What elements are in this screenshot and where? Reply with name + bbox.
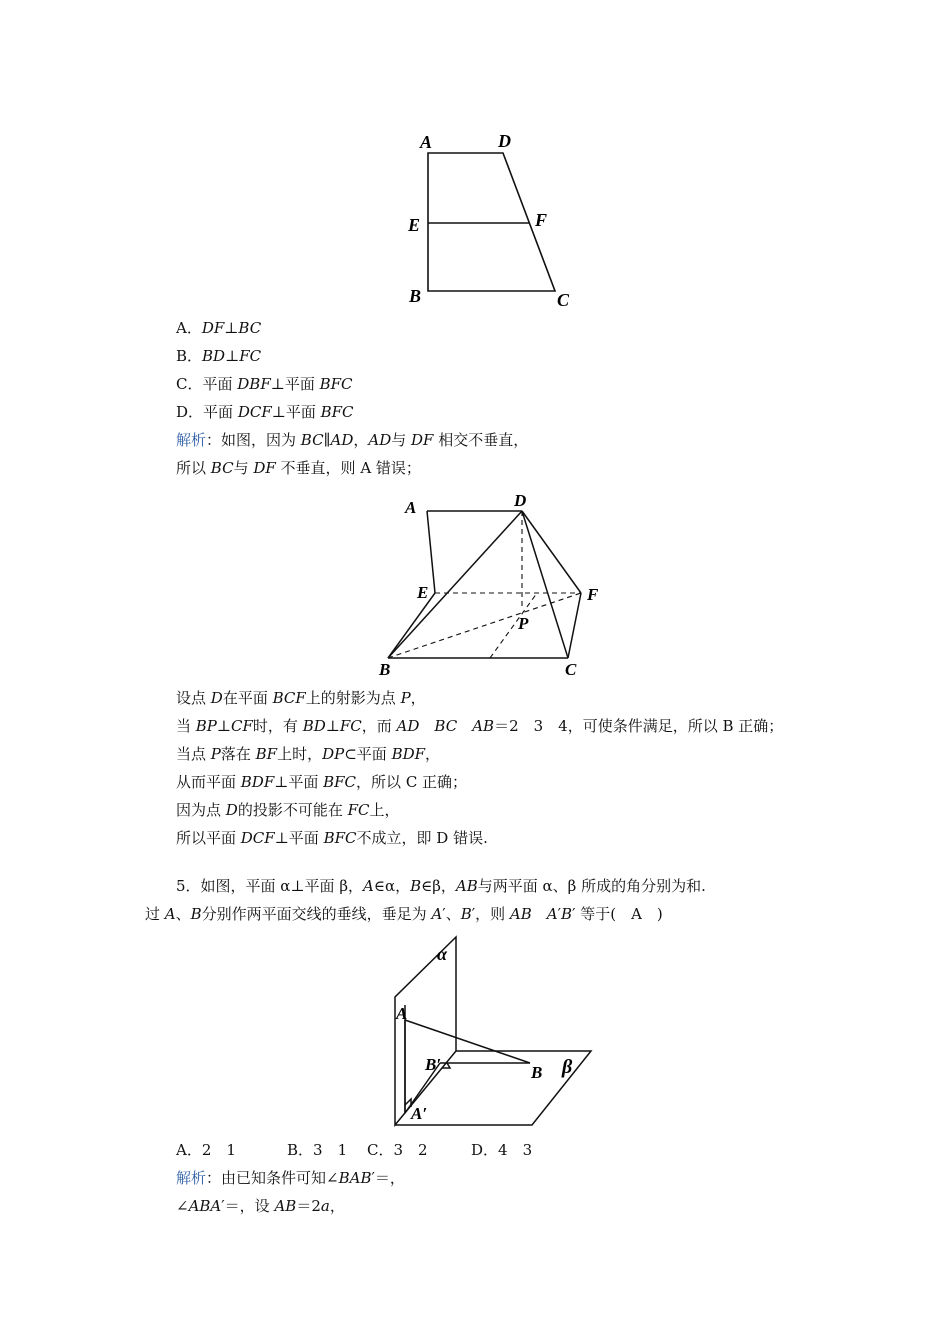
- q5-analysis-line-1: 解析：由已知条件可知∠BAB′＝，: [176, 1169, 405, 1187]
- label2-a: A: [405, 498, 417, 517]
- question5-line-1: 5．如图，平面 α⊥平面 β，A∈α，B∈β，AB与两平面 α、β 所成的角分别为和.: [176, 877, 706, 895]
- label-f: F: [535, 210, 548, 230]
- label3-b-prime: B′: [425, 1055, 442, 1074]
- option-a: A．DF⊥BC: [176, 319, 262, 337]
- label3-b: B: [531, 1063, 543, 1082]
- label3-a: A: [396, 1004, 408, 1023]
- q5-option-c: C．3 2: [367, 1141, 428, 1159]
- analysis-line-8: 所以平面 DCF⊥平面 BFC不成立，即 D 错误.: [176, 829, 488, 847]
- figure-folded-solid: [375, 488, 615, 683]
- q5-option-a: A．2 1: [176, 1141, 236, 1159]
- figure-trapezoid: [395, 125, 595, 315]
- label2-d: D: [514, 491, 527, 510]
- analysis-line-1: 解析：如图，因为 BC∥AD，AD与 DF 相交不垂直，: [176, 431, 529, 449]
- analysis-line-3: 设点 D在平面 BCF上的射影为点 P，: [176, 689, 426, 707]
- figure-perpendicular-planes: [380, 930, 605, 1135]
- label3-alpha: α: [437, 944, 447, 964]
- option-c: C．平面 DBF⊥平面 BFC: [176, 375, 353, 393]
- label2-f: F: [587, 585, 599, 604]
- label-b: B: [409, 286, 422, 306]
- q5-analysis-label: 解析: [176, 1169, 207, 1187]
- label2-p: P: [518, 614, 529, 633]
- label-e: E: [408, 215, 421, 235]
- q5-option-b: B．3 1: [287, 1141, 348, 1159]
- analysis-line-5: 当点 P落在 BF上时，DP⊂平面 BDF，: [176, 745, 441, 763]
- label2-b: B: [379, 660, 391, 679]
- label-a: A: [420, 132, 433, 152]
- label2-e: E: [417, 583, 429, 602]
- q5-option-d: D．4 3: [471, 1141, 533, 1159]
- q5-analysis-line-2: ∠ABA′＝，设 AB＝2a，: [176, 1197, 345, 1215]
- analysis-line-4: 当 BP⊥CF时，有 BD⊥FC，而 AD BC AB＝2 3 4，可使条件满足，所以 B 正确；: [176, 717, 784, 735]
- option-d: D．平面 DCF⊥平面 BFC: [176, 403, 354, 421]
- option-b: B．BD⊥FC: [176, 347, 262, 365]
- label3-beta: β: [562, 1056, 573, 1078]
- analysis-line-2: 所以 BC与 DF 不垂直，则 A 错误；: [176, 459, 421, 477]
- label-c: C: [557, 290, 570, 310]
- label3-a-prime: A′: [411, 1104, 428, 1123]
- analysis-line-6: 从而平面 BDF⊥平面 BFC，所以 C 正确；: [176, 773, 468, 791]
- analysis-label: 解析: [176, 431, 207, 449]
- label-d: D: [498, 131, 511, 151]
- analysis-line-7: 因为点 D的投影不可能在 FC上，: [176, 801, 400, 819]
- label2-c: C: [565, 660, 577, 679]
- question5-line-2: 过 A、B分别作两平面交线的垂线，垂足为 A′、B′，则 AB A′B′ 等于( A ): [145, 905, 663, 923]
